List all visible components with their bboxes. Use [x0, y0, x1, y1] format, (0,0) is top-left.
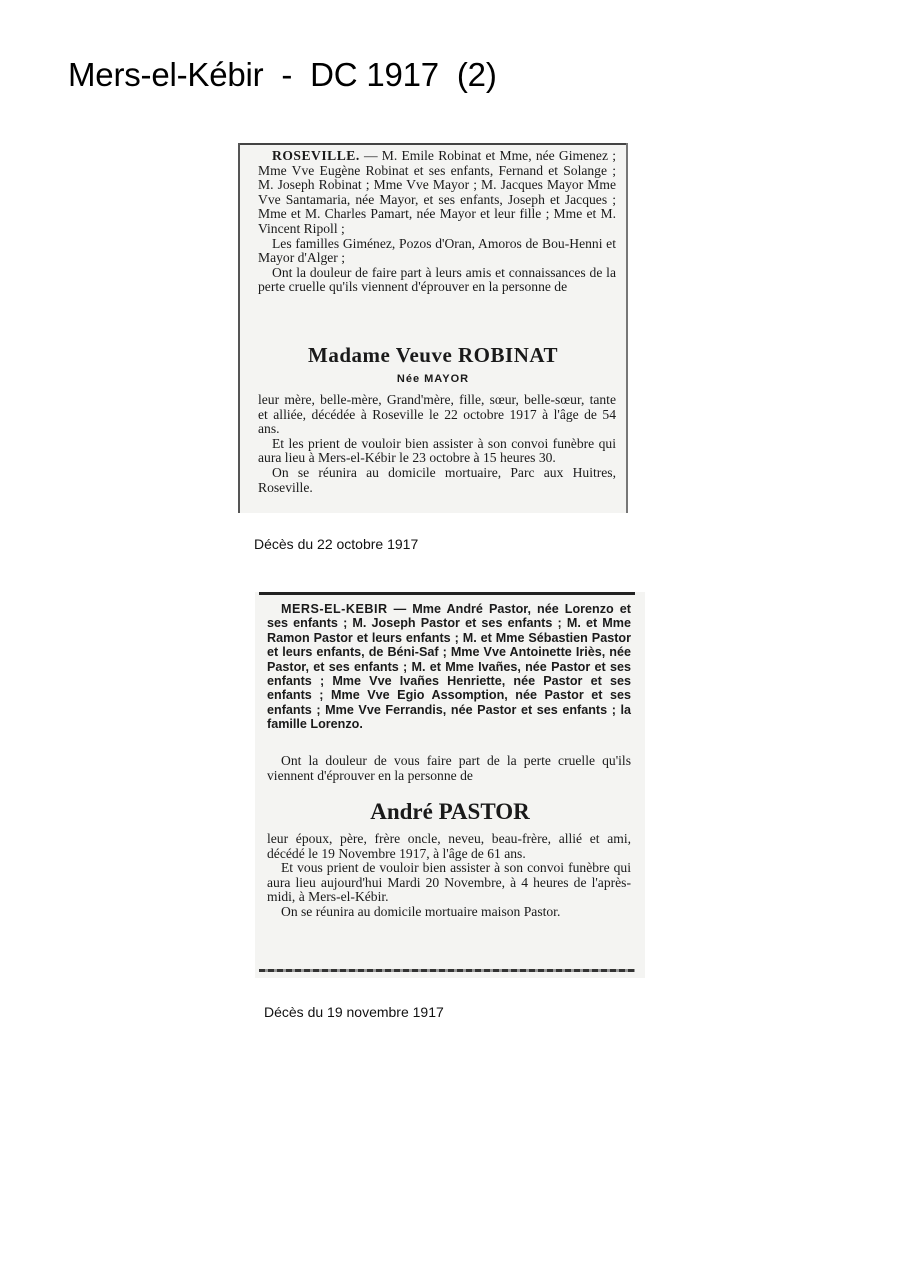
notice-intro-text: — M. Emile Robinat et Mme, née Gimenez ; Mme Vve Eugène Robinat et ses enfants, Fernand et Solange ; M. Joseph Robinat ; Mme Vve Mayor ; M. Jacques Mayor Mme Vve Santamaria, née Mayor, et ses enfants, Joseph et Jacques ; Mme et M. Charles Pamart, née Mayor et leur fille ; Mme et M. Vincent Ripoll ; — [258, 148, 616, 236]
notice-intro-text: — Mme André Pastor, née Lorenzo et ses enfants ; M. Joseph Pastor et ses enfants ; M. et Mme Ramon Pastor et leurs enfants ; M. et Mme Sébastien Pastor et leurs enfants, de Béni-Saf ; Mme Vve Antoinette Iriès, née Pastor, et ses enfants ; M. et Mme Ivañes, née Pastor et ses enfants ; Mme Vve Ivañes Henriette, née Pastor et ses enfants ; Mme Vve Egio Assomption, née Pastor et ses enfants ; Mme Vve Ferrandis, née Pastor et ses enfants ; la famille Lorenzo. — [267, 602, 631, 732]
notice-intro — [258, 149, 616, 237]
caption-first-notice: Décès du 22 octobre 1917 — [254, 536, 419, 552]
notice-families: Les familles Giménez, Pozos d'Oran, Amoros de Bou-Henni et Mayor d'Alger ; — [258, 235, 616, 266]
clipping-top-rule — [259, 592, 635, 595]
notice-intro-block — [267, 602, 631, 732]
notice-funeral: Et les prient de vouloir bien assister à son convoi funèbre qui aura lieu à Mers-el-Kébir le 23 octobre à 15 heures 30. — [258, 435, 616, 466]
notice-intro — [267, 602, 631, 732]
deceased-maiden-name: Née MAYOR — [396, 373, 470, 385]
notice-details-block — [267, 832, 631, 920]
notice-announce: Ont la douleur de vous faire part de la perte cruelle qu'ils viennent d'éprouver en la personne de — [267, 753, 631, 783]
clipping-bottom-rule — [259, 969, 635, 972]
deceased-name: André PASTOR — [370, 799, 530, 824]
deceased-name: Madame Veuve ROBINAT — [308, 343, 558, 367]
notice-details-block — [258, 393, 616, 495]
notice-intro-block — [258, 149, 616, 295]
obituary-clipping-robinat — [238, 143, 628, 513]
notice-announce-block — [267, 754, 631, 783]
notice-gather: On se réunira au domicile mortuaire, Parc aux Huitres, Roseville. — [258, 464, 616, 495]
clipping-top-rule — [240, 143, 626, 145]
notice-details: leur époux, père, frère oncle, neveu, beau-frère, allié et ami, décédé le 19 Novembre 1917, à l'âge de 61 ans. — [267, 831, 631, 861]
notice-lead: ROSEVILLE. — [272, 148, 360, 163]
caption-second-notice: Décès du 19 novembre 1917 — [264, 1004, 444, 1020]
notice-funeral: Et vous prient de vouloir bien assister à son convoi funèbre qui aura lieu aujourd'hui Mardi 20 Novembre, à 4 heures de l'après-midi, à Mers-el-Kébir. — [267, 860, 631, 905]
notice-details: leur mère, belle-mère, Grand'mère, fille, sœur, belle-sœur, tante et alliée, décédée à Roseville le 22 octobre 1917 à l'âge de 54 ans. — [258, 392, 616, 437]
notice-announce: Ont la douleur de faire part à leurs amis et connaissances de la perte cruelle qu'ils viennent d'éprouver en la personne de — [258, 264, 616, 295]
notice-lead: MERS-EL-KEBIR — [281, 602, 388, 616]
notice-gather: On se réunira au domicile mortuaire maison Pastor. — [281, 903, 561, 919]
page-title: Mers-el-Kébir - DC 1917 (2) — [68, 56, 497, 93]
obituary-clipping-pastor — [255, 592, 645, 978]
